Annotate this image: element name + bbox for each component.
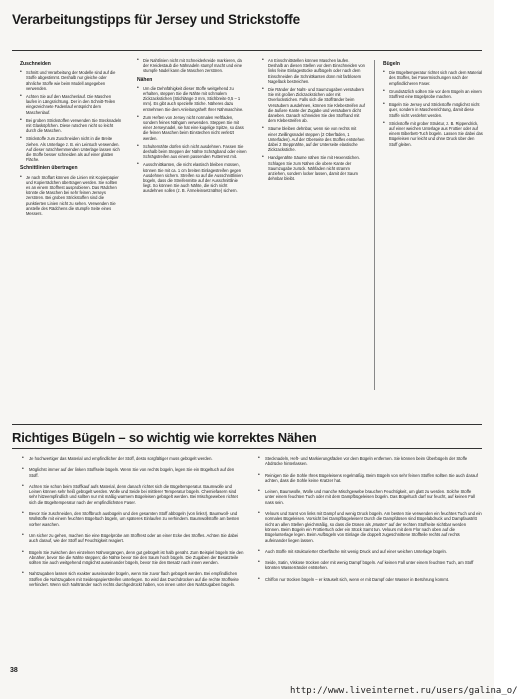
column-2 <box>137 58 247 197</box>
section-title-jersey: Verarbeitungstipps für Jersey und Strickstoffe <box>12 12 300 27</box>
list-item: • Die Nahtlinien nicht mit Schneiderkreide markieren, da der Kreidestaub die Nähnadeln stumpf macht und eine stumpfe Nadel kann die Maschen zerstören. <box>137 58 247 74</box>
column-heading: Zuschneiden <box>20 61 51 67</box>
list-item: • Strickstoffe zum Zuschneiden nicht in die Breite ziehen. Als Unterlage z. B. ein Leintuch verwenden. Auf dieser rutschhemmenden Unterlage lassen sich die Stoffe besser schneiden als auf einer glatten Fläche. <box>20 136 122 162</box>
section2-title-rule <box>12 448 482 449</box>
column-heading: Nähen <box>137 76 153 83</box>
list-item: • Strickstoffe mit grober Struktur, z. B. Rippendrick, auf einer weichen Unterlage aus Frottier oder auf einem Biberbett-Tuch bügeln. Lassen Sie dabei das Bügeleisen nur leicht und ohne Druck über den Stoff gleiten. <box>383 121 483 147</box>
column-heading: Bügeln <box>383 61 400 67</box>
list-item: • Leinen, Baumwolle, Wolle und manche Mischgewebe brauchen Feuchtigkeit, um glatt zu werden. Solche Stoffe unter einem feuchten Tuch oder mit dem Dampfbügeleisen bügeln. Das Bügeltuch darf nur feucht, auf keinen Fall nass sein. <box>258 489 482 505</box>
section-title-buegeln: Richtiges Bügeln – so wichtig wie korrektes Nähen <box>12 430 317 445</box>
list-item: • Bügeln Sie Jersey und Strickstoffe möglichst nicht quer, sondern in Maschenrichtung, damit diese Stoffe nicht verdehnt werden. <box>383 102 483 118</box>
column-1 <box>20 58 122 219</box>
list-item: • Seide, Satin, Viskose trocken oder mit wenig Dampf bügeln. Auf keinen Fall unter einem feuchten Tuch, am Stoff könnten Wasserränder entstehen. <box>258 560 482 571</box>
list-item: • Achten Sie schon beim Stoffkauf aufs Material, denn danach richtet sich die Bügeltemperatur. Baumwolle und Leinen können sehr heiß gebügelt werden. Wolle und Seide bei mittlerer Temperatur bügeln. Chemiefasern sind sehr hitzeempfindlich und sollten nur mit mäßig warmem Bügeleisen gebügelt werden. Bei Mischgeweben richtet sich die Bügeltemperatur nach der empfindlichsten Faser. <box>22 484 244 505</box>
list-item: • Auch Stoffe mit strukturierter Oberfläche mit wenig Druck und auf einer weichen Unterlage bügeln. <box>258 549 482 554</box>
ironing-left-column <box>22 456 244 593</box>
page-number: 38 <box>10 667 18 674</box>
column-heading: Schnittlinien übertragen <box>20 165 78 172</box>
column-3 <box>262 58 365 184</box>
title-rule <box>12 50 482 51</box>
list-item: • Die Bügeltemperatur richtet sich nach dem Material des Stoffes, bei Fasermischungen nach der empfindlicheren Faser. <box>383 70 483 86</box>
list-item: • Schulternähte dürfen sich nicht ausdehnen. Fassen Sie deshalb beim Steppen der Nähte Schrägband oder einen Schrägstreifen aus einem passenden Futterrest mit. <box>137 144 247 160</box>
list-item: • Schnitt und Verarbeitung der Modelle sind auf die Stoffe abgestimmt. Deshalb nur gleiche oder ähnliche Stoffe wie beim Modell angegeben verwenden. <box>20 70 122 91</box>
list-item: • Um die Dehnfähigkeit dieser Stoffe weitgehend zu erhalten, steppen Sie die Nähte mit schmalem Zickzackstichen (Stichlänge 3 mm, Stichbreite 0,5 – 1 mm). Es gibt auch spezielle Stiche. Näheres dazu entnehmen Sie dem Anleitungsheft Ihrer Nähmaschine. <box>137 86 247 112</box>
ironing-right-column <box>258 456 482 588</box>
list-item: • Velours und Samt von links mit Dampf und wenig Druck bügeln. Am besten Sie verwenden ein feuchtes Tuch und ein normales Bügeleisen. Vorsicht bei Dampfbügeleisen! Durch die Dampfdüsen sind Bügelabdruck und Dampfaustritt nicht an allen Stellen gleichmäßig, so dass die Düsen als „Muster“ auf der rechten Stoffseite sichtbar werden können. Beim Bügeln ein Frottiertuch oder ein Stück Samt tun. Velours mit dem Flor nach oben auf die Bügelunterlage legen. Beim Aufbügeln von Einlage die doppelt zugeschnittene Stoffteile rechts auf rechts aufeinander liegen lassen. <box>258 511 482 543</box>
list-item: • An Einschnittstellen können Maschen laufen. Deshalb an diesen Stellen vor dem Einschneiden von links feine Einlagestücke aufbügeln oder nach dem Einschneiden die Schnittkanten dünn mit farblosem Nagellack bestreichen. <box>262 58 365 84</box>
list-item: • Bügeln Sie zwischen den einzelnen Nähvorgängen, denn gut gebügelt ist halb genäht. Zum Beispiel bügeln Sie den Abnäher, bevor Sie die Nähte steppen; die Nähte bevor Sie den Saum hoch bügeln. Die Zugaben der Besatzteile sollten Sie auch weitgehend möglichst auseinander bügeln, bevor Sie den Besatz nach innen wenden. <box>22 550 244 566</box>
list-item: • Bevor Sie zuschneiden, den Stoffbruch ausbügeln und den gesamten Stoff abbügeln (von links!). Baumwoll- und Wollstoffe mit einem feuchten Bügeltuch bügeln, um späteres Einlaufen zu verhindern. Baumwollstoffe am besten vorher waschen. <box>22 511 244 527</box>
list-item: • Die Ränder der Naht- und Saumzugaben versäubern Sie mit großen Zickzackstichen oder mit Overlockstichen. Falls sich die Stoffränder beim Versäubern ausdehnen, können Sie Klebestreifen auf die äußere Kante der Zugabe und versäubern dicht daneben. Danach schneiden Sie den Stoffrand mit dem Klebestreifen ab. <box>262 87 365 123</box>
list-item: • Um sicher zu gehen, machen Sie eine Bügelprobe am Stoffrest oder an einer Ecke des Stoffes. Achten Sie dabei auch darauf, wie der Stoff auf Feuchtigkeit reagiert. <box>22 533 244 544</box>
list-item: • Je hochwertiger das Material und empfindlicher der Stoff, desto sorgfältiger muss gebügelt werden. <box>22 456 244 461</box>
list-item: • Zum Heften von Jersey nicht normalen Heftfaden, sondern feines Nähgarn verwenden. Steppen Sie mit einer Jerseynadel, sie hat eine kugelige Spitze, so dass die feinen Maschen beim Einstechen nicht verletzt werden. <box>137 115 247 141</box>
column-4 <box>383 58 483 150</box>
column-divider <box>374 60 375 390</box>
list-item: • Je nach Stoffart können die Linien mit Kopierpapier und Kopierrädchen übertragen werden. Sie sollten es an einem Stoffrest ausprobieren. Das Rädchen könnte die Maschen bei sehr feinen Jerseys zerstören. Bei groben Strickstoffen sind die punktierten Linien nicht zu sehen. Verwenden Sie anstelle des Rädchens die stumpfe Seite eines Messers. <box>20 175 122 217</box>
section2-top-rule <box>12 424 482 425</box>
list-item: • Nahtzugaben lassen sich exakter auseinander bügeln, wenn Sie zuvor flach gebügelt werden. Bei empfindlichen Stoffen die Nahtzugaben mit Seidenpapierstreifen unterlegen. So wird das Durchdrücken auf die rechte Stoffseite verhindert. Wenn sich Nahtränder nach rechts durchgedrückt haben, von innen unter den Nahtzugaben bügeln. <box>22 571 244 587</box>
list-item: • Handgenähte Säume nähen Sie mit Hexenstichen. Schlagen Sie zum Nähen die obere Kante der Saumzugabe zurück. Nähfaden nicht stramm anziehen, sondern locker lassen, damit der Saum dehnbar bleibt. <box>262 155 365 181</box>
list-item: • Stecknadeln, Heft- und Markierungsfäden vor dem Bügeln entfernen. Sie können beim Überbügeln der Stoffe Abdrücke hinterlassen. <box>258 456 482 467</box>
source-url[interactable]: http://www.liveinternet.ru/users/galina_o/ <box>290 686 518 696</box>
list-item: • Achten Sie auf den Maschenlauf. Die Maschen laufen in Längsrichtung. Der in den Schnitt-Teilen eingezeichnete Fadenlauf entspricht dem Maschenlauf. <box>20 94 122 115</box>
list-item: • Ausschnittkanten, die nicht elastisch bleiben müssen, können Sie mit ca. 1 cm breiten Einlagestreifen gegen Ausdehnen sichern. Streifen so auf die Ausschnittlinien bügeln, dass die Streifenmitte auf der Ausschnittlinie liegt. So können Sie auch Nähte, die sich nicht ausdehnen sollen (z. B. Ärmeleinsetznähte) sichern. <box>137 162 247 193</box>
list-item: • Möglichst immer auf der linken Stoffseite bügeln. Wenn Sie von rechts bügeln, legen Sie ein Bügeltuch auf den Stoff. <box>22 467 244 478</box>
list-item: • Grundsätzlich sollten Sie vor dem Bügeln an einem Stoffrest eine Bügelprobe machen. <box>383 89 483 99</box>
list-item: • Bei groben Strickstoffen verwenden Sie Stecknadeln mit Glasköpfchen. Diese rutschen nicht so leicht durch die Maschen. <box>20 118 122 134</box>
list-item: • Chiffon nur trocken bügeln – er kräuselt sich, wenn er mit Dampf oder Wasser in Berührung kommt. <box>258 577 482 582</box>
list-item: • Reinigen Sie die Sohle Ihres Bügeleisens regelmäßig. Beim Bügeln von sehr feinen Stoffen sollten Sie auch darauf achten, dass die Sohle keine Kratzer hat. <box>258 473 482 484</box>
list-item: • Säume bleiben dehnbar, wenn sie von rechts mit einer Zwillingsnadel steppen (2 Oberfäden, 1 Unterfaden). Auf der Oberseite des Stoffes entstehen dabei 2 Steppnähte, auf der Unterseite elastische Zickzackstiche. <box>262 126 365 152</box>
